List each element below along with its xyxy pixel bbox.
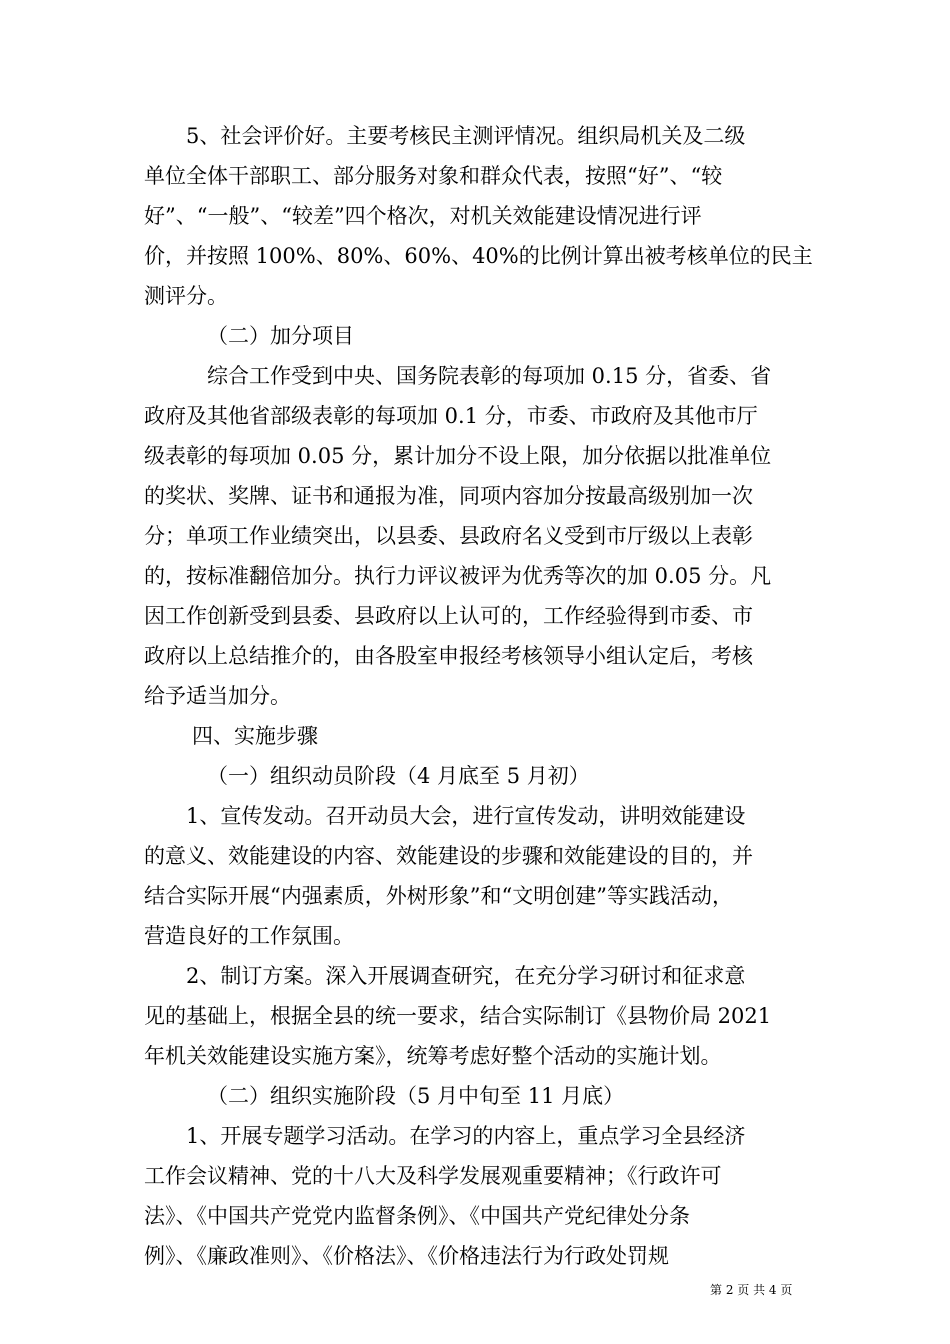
paragraph-line: 1、开展专题学习活动。在学习的内容上，重点学习全县经济: [186, 1124, 746, 1148]
paragraph-line: 因工作创新受到县委、县政府以上认可的，工作经验得到市委、市: [144, 604, 753, 628]
paragraph-line: 给予适当加分。: [144, 684, 291, 708]
paragraph-line: 结合实际开展“内强素质，外树形象”和“文明创建”等实践活动，: [144, 884, 733, 908]
paragraph-line: 分；单项工作业绩突出，以县委、县政府名义受到市厅级以上表彰: [144, 524, 753, 548]
paragraph-line: 例》、《廉政准则》、《价格法》、《价格违法行为行政处罚规: [144, 1244, 669, 1268]
paragraph-line: 工作会议精神、党的十八大及科学发展观重要精神；《行政许可: [144, 1164, 722, 1188]
paragraph-line: 综合工作受到中央、国务院表彰的每项加 0.15 分，省委、省: [207, 364, 772, 388]
paragraph-line: 1、宣传发动。召开动员大会，进行宣传发动，讲明效能建设: [186, 804, 746, 828]
paragraph-line: 营造良好的工作氛围。: [144, 924, 354, 948]
page-number: 第 2 页 共 4 页: [710, 1283, 793, 1297]
paragraph-line: 政府及其他省部级表彰的每项加 0.1 分，市委、市政府及其他市厅: [144, 404, 758, 428]
section-heading: 四、实施步骤: [192, 724, 318, 748]
paragraph-line: 单位全体干部职工、部分服务对象和群众代表，按照“好”、“较: [144, 164, 723, 188]
paragraph-line: 年机关效能建设实施方案》，统筹考虑好整个活动的实施计划。: [144, 1044, 722, 1068]
paragraph-line: 法》、《中国共产党党内监督条例》、《中国共产党纪律处分条: [144, 1204, 690, 1228]
paragraph-line: 的奖状、奖牌、证书和通报为准，同项内容加分按最高级别加一次: [144, 484, 753, 508]
paragraph-line: 的，按标准翻倍加分。执行力评议被评为优秀等次的加 0.05 分。凡: [144, 564, 772, 588]
paragraph-line: 好”、“一般”、“较差”四个格次，对机关效能建设情况进行评: [144, 204, 702, 228]
section-heading: （二）加分项目: [207, 324, 354, 348]
paragraph-line: 级表彰的每项加 0.05 分，累计加分不设上限，加分依据以批准单位: [144, 444, 772, 468]
paragraph-line: 政府以上总结推介的，由各股室申报经考核领导小组认定后，考核: [144, 644, 753, 668]
paragraph-line: 2、制订方案。深入开展调查研究，在充分学习研讨和征求意: [186, 964, 746, 988]
paragraph-line: 价，并按照 100%、80%、60%、40%的比例计算出被考核单位的民主: [144, 244, 813, 268]
subsection-heading: （二）组织实施阶段（5 月中旬至 11 月底）: [207, 1084, 625, 1108]
paragraph-line: 测评分。: [144, 284, 228, 308]
subsection-heading: （一）组织动员阶段（4 月底至 5 月初）: [207, 764, 590, 788]
paragraph-line: 见的基础上，根据全县的统一要求，结合实际制订《县物价局 2021: [144, 1004, 772, 1028]
paragraph-line: 的意义、效能建设的内容、效能建设的步骤和效能建设的目的，并: [144, 844, 753, 868]
paragraph-line: 5、社会评价好。主要考核民主测评情况。组织局机关及二级: [186, 124, 746, 148]
